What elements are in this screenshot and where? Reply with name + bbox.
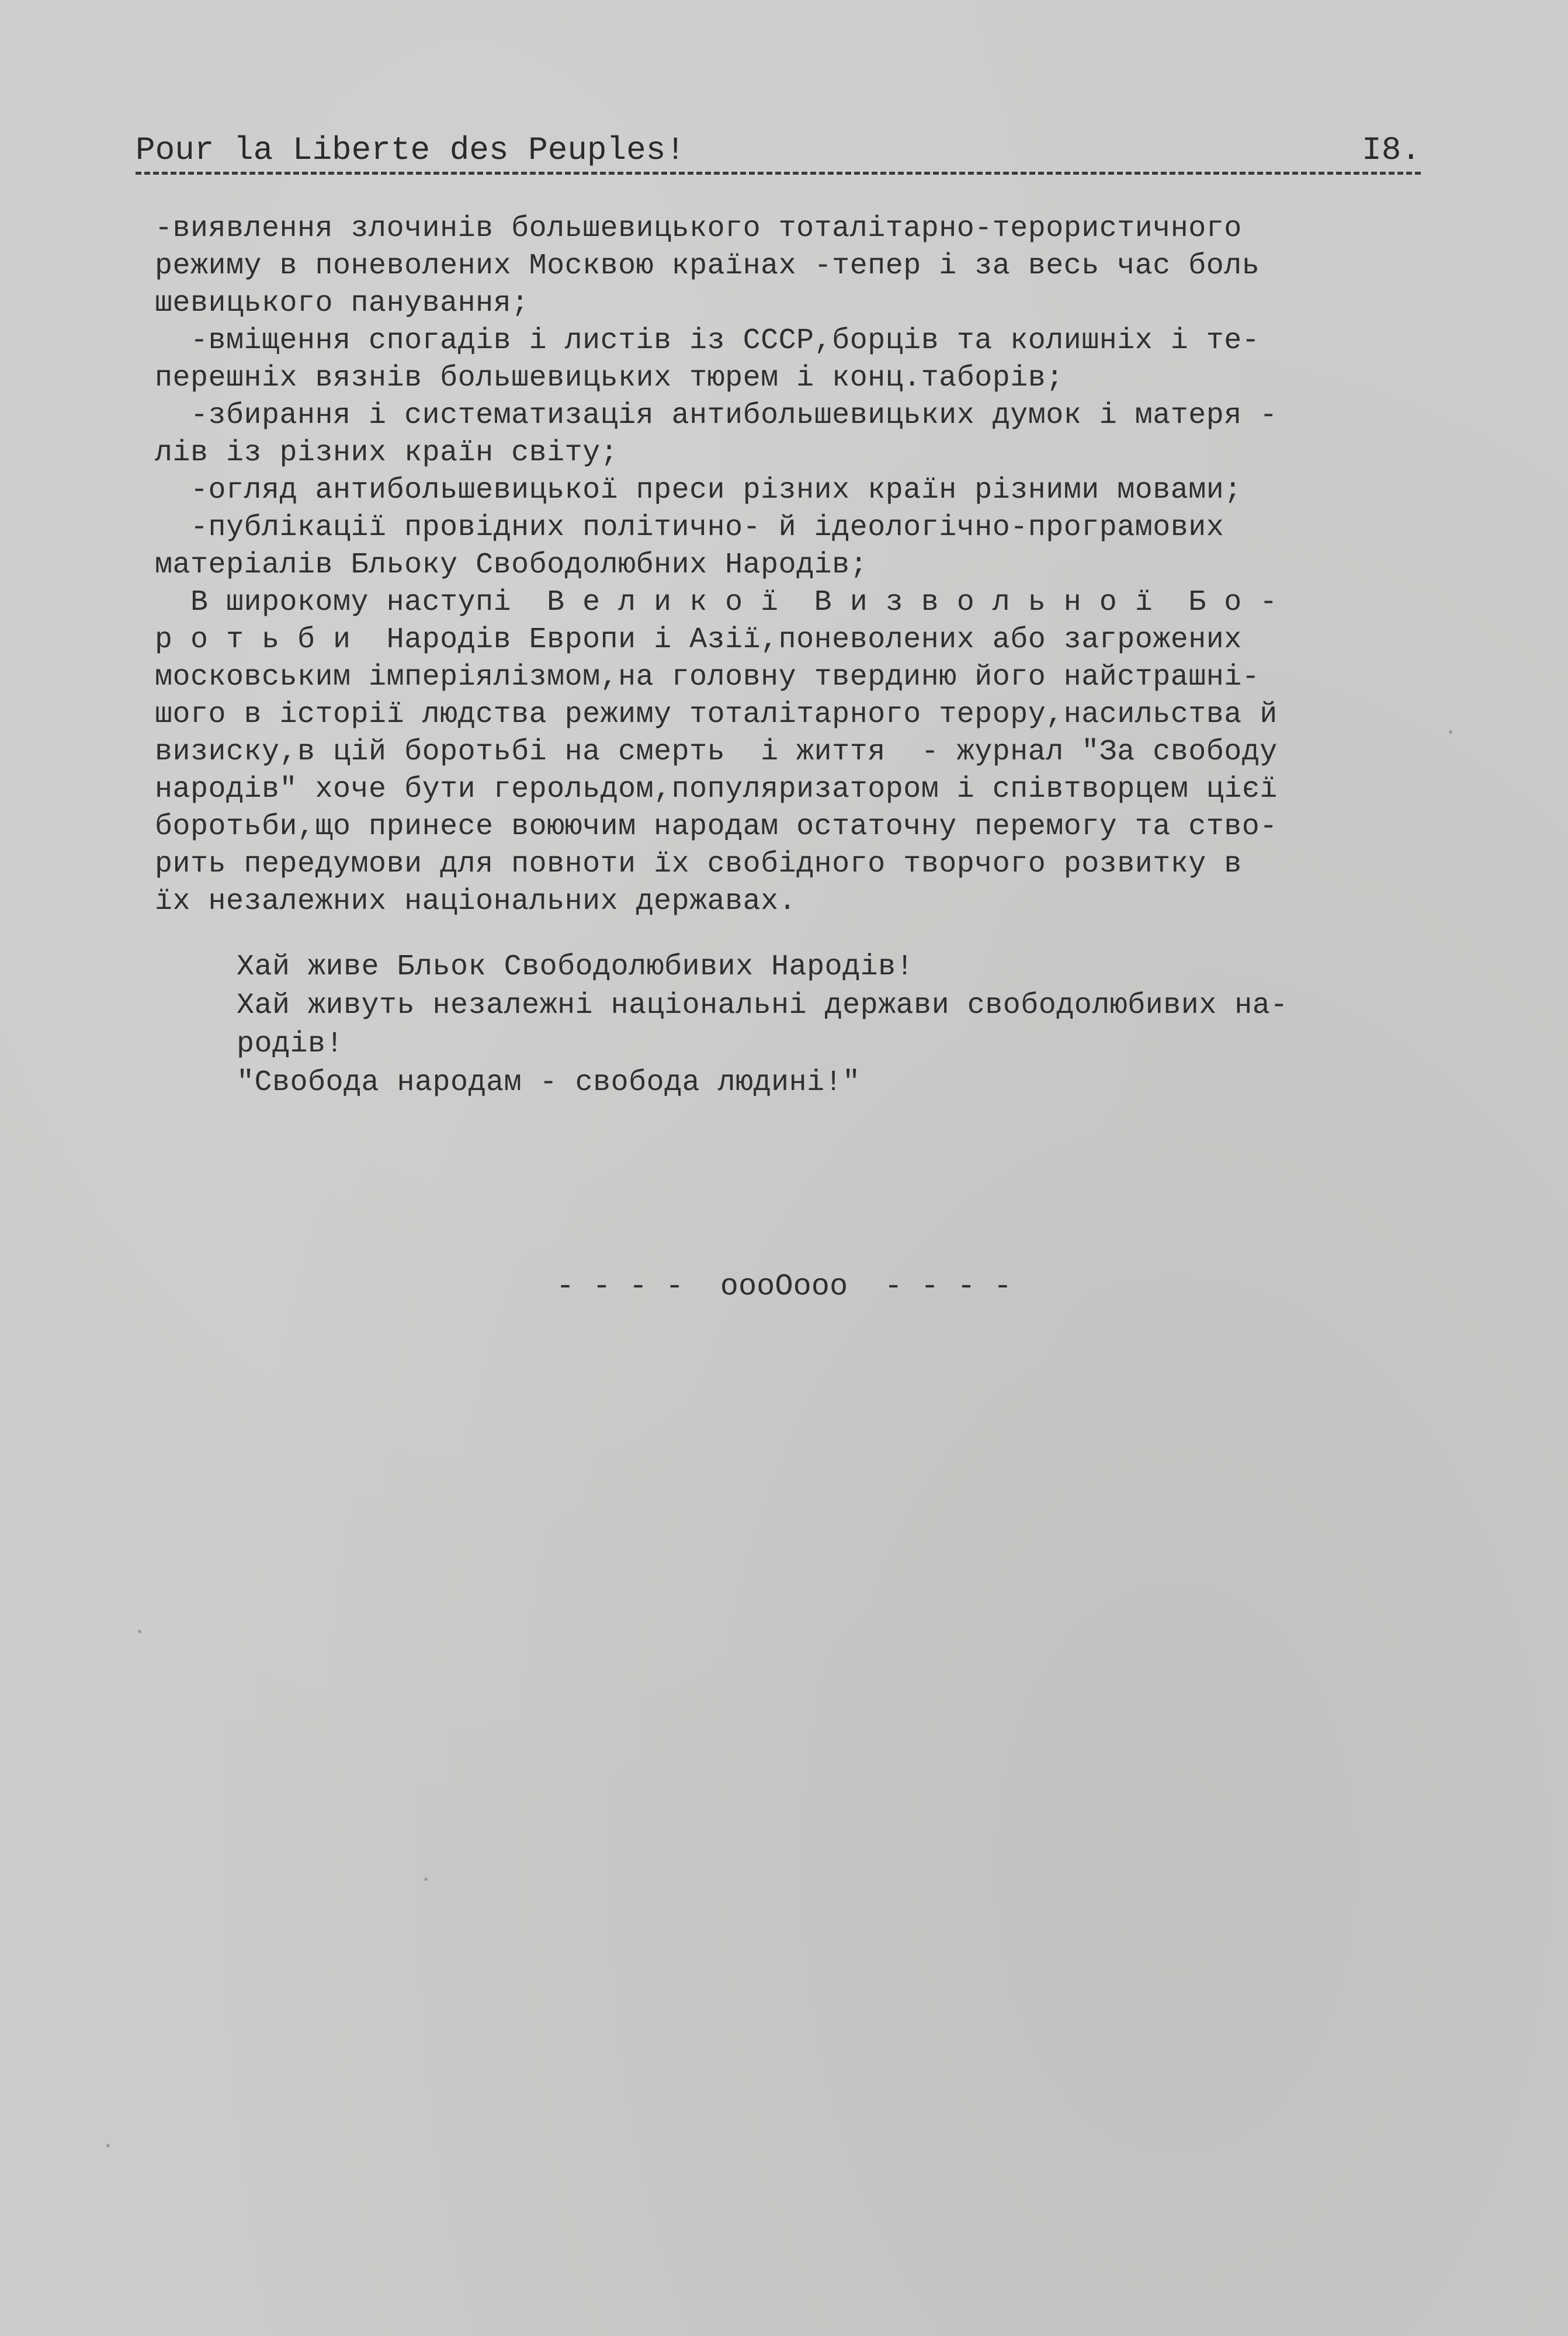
body-line: шевицького панування;: [155, 287, 529, 320]
page-number: I8.: [1362, 131, 1421, 169]
end-ornament: - - - - oooOooo - - - -: [556, 1269, 1012, 1304]
body-line: -виявлення злочинів большевицького тоталітарно-терористичного: [155, 212, 1242, 245]
closing-slogans: [237, 950, 1463, 1108]
slogan-line: Хай живуть незалежні національні держави свободолюбивих на-: [237, 989, 1288, 1022]
header-dashed-rule: [136, 172, 1421, 175]
body-line: матеріалів Бльоку Свободолюбних Народів;: [155, 549, 868, 582]
paper-speck: [424, 1877, 428, 1881]
paper-speck: [1449, 730, 1452, 734]
slogan-line: "Свобода народам - свобода людині!": [237, 1066, 861, 1099]
body-line: боротьби,що принесе воюючим народам остаточну перемогу та ство-: [155, 810, 1278, 844]
body-line: визиску,в цій боротьбі на смерть і життя - журнал "За свободу: [155, 735, 1278, 769]
body-line: -огляд антибольшевицької преси різних країн різними мовами;: [155, 474, 1242, 507]
body-line: їх незалежних національних державах.: [155, 885, 797, 918]
body-line: р о т ь б и Народів Европи і Азії,поневолених або загрожених: [155, 623, 1242, 657]
body-text: [155, 211, 1452, 930]
body-line: шого в історії людства режиму тоталітарного терору,насильства й: [155, 698, 1278, 731]
slogan-line: родів!: [237, 1028, 344, 1061]
body-line: перешніх вязнів большевицьких тюрем і конц.таборів;: [155, 362, 1064, 395]
body-line: -збирання і систематизація антибольшевицьких думок і матеря -: [155, 399, 1278, 432]
body-line: лів із різних країн світу;: [155, 436, 619, 470]
body-line: режиму в поневолених Москвою країнах -тепер і за весь час боль: [155, 249, 1260, 283]
page-header: [136, 130, 1421, 176]
slogan-line: Хай живе Бльок Свободолюбивих Народів!: [237, 950, 914, 984]
body-line: московським імперіялізмом,на головну твердиню його найстрашні-: [155, 661, 1260, 694]
header-title: Pour la Liberte des Peuples!: [136, 131, 685, 169]
paper-speck: [106, 2144, 110, 2147]
paper-speck: [138, 1630, 141, 1633]
body-line: -вміщення спогадів і листів із СССР,борців та колишніх і те-: [155, 324, 1260, 357]
body-line: рить передумови для повноти їх свобідного творчого розвитку в: [155, 848, 1242, 881]
body-line: -публікації провідних політично- й ідеологічно-програмових: [155, 511, 1224, 544]
body-line: народів" хоче бути герольдом,популяризатором і співтворцем цієї: [155, 773, 1278, 806]
body-line: В широкому наступі В е л и к о ї В и з в о л ь н о ї Б о -: [155, 586, 1278, 619]
